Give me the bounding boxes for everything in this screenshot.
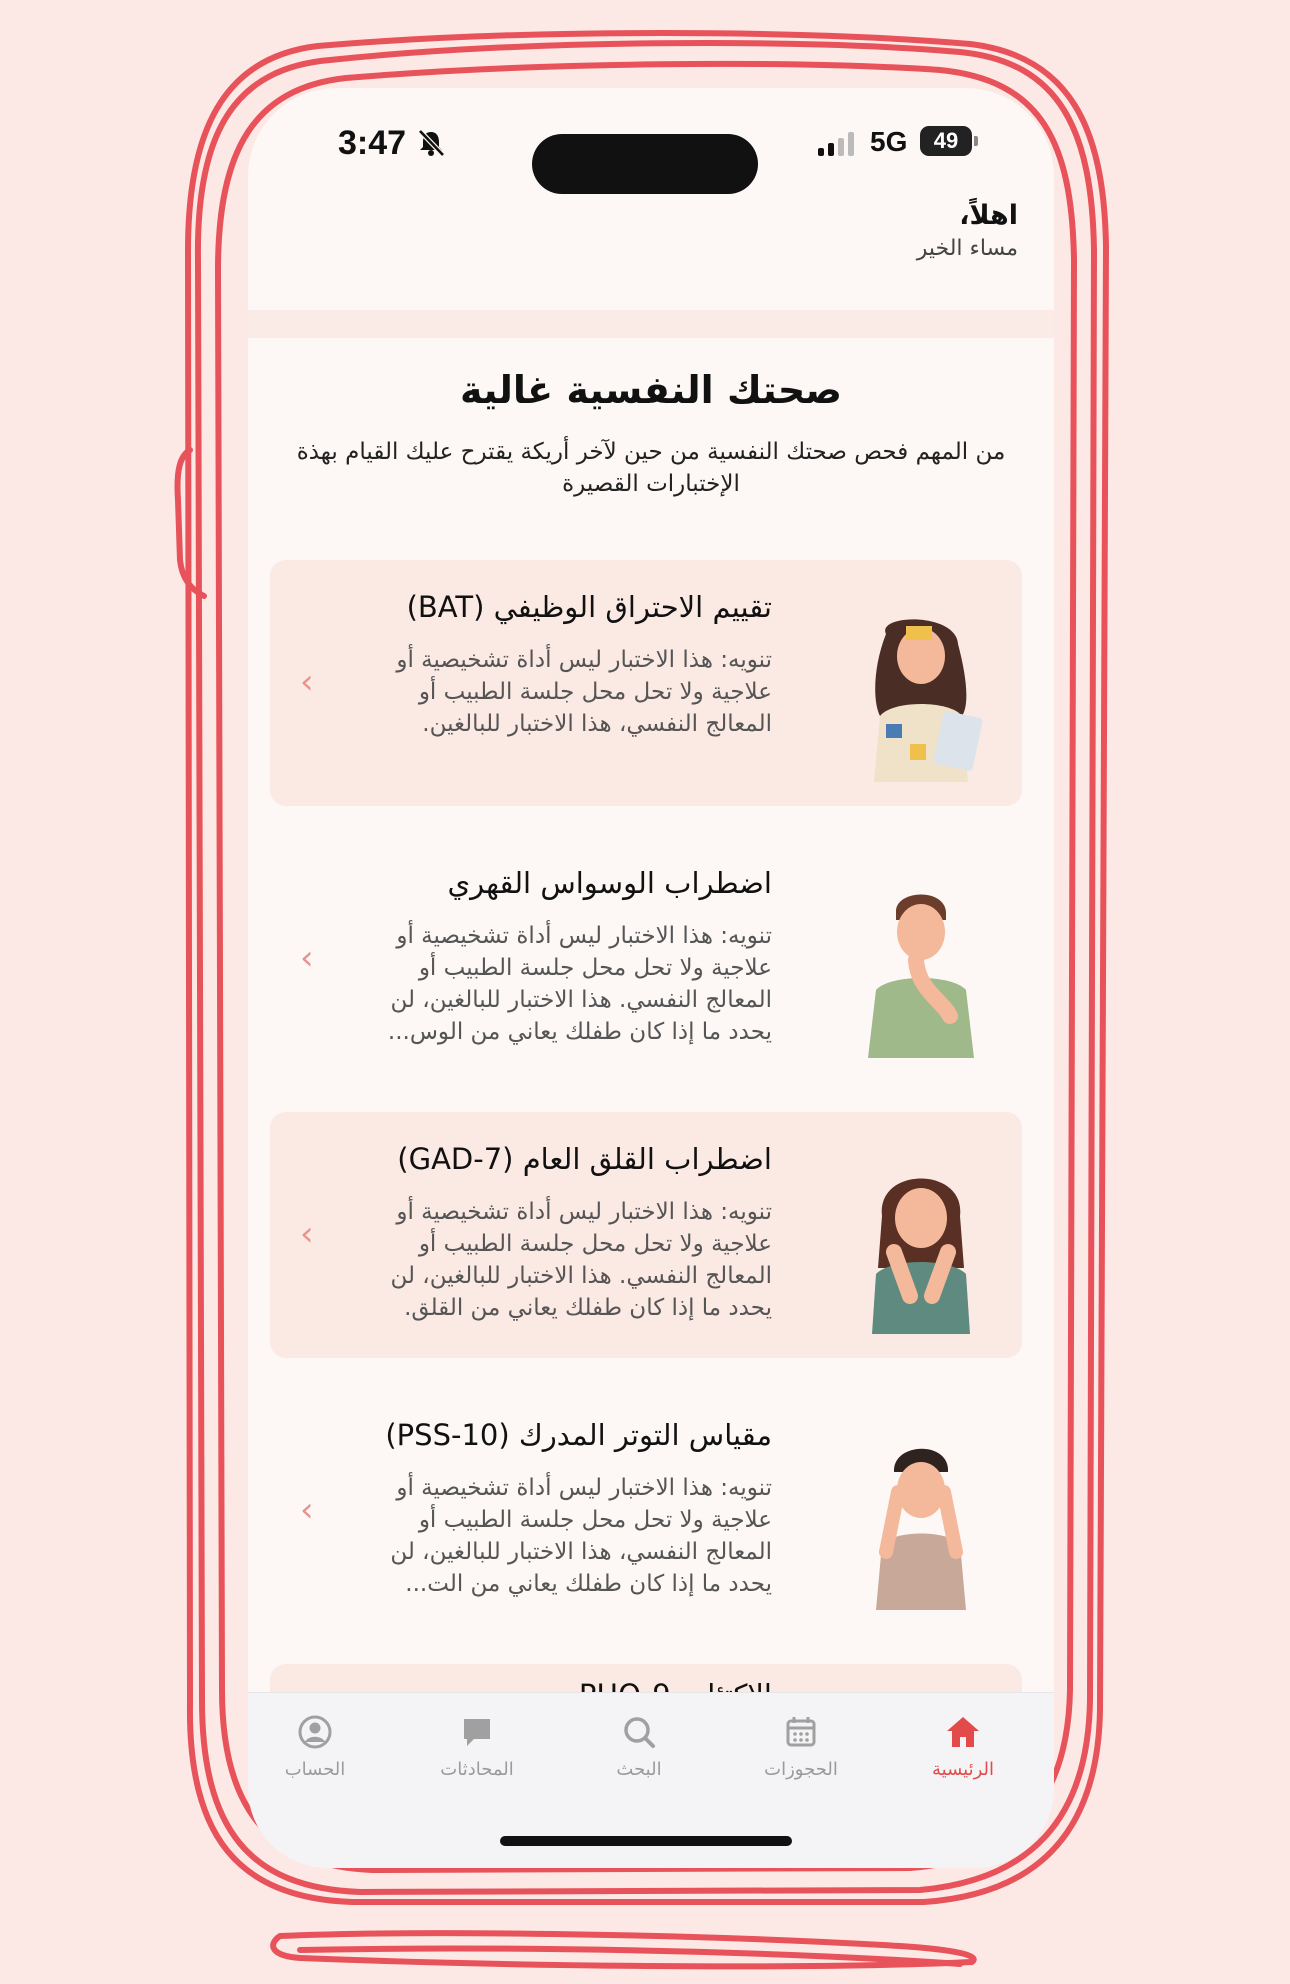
home-indicator[interactable]	[500, 1836, 792, 1846]
battery-indicator: 49	[920, 126, 972, 156]
test-card-description: تنويه: هذا الاختبار ليس أداة تشخيصية أو علاجية ولا تحل محل جلسة الطبيب أو المعالج النفسي، هذا الاختبار للبالغين.	[396, 647, 772, 737]
tab-chats[interactable]	[402, 1713, 552, 1780]
stressed-woman-illustration	[846, 604, 996, 784]
home-icon	[944, 1713, 982, 1751]
silent-bell-icon	[416, 128, 446, 158]
dynamic-island	[532, 134, 758, 194]
chevron-left-icon: ‹	[300, 938, 314, 978]
chevron-left-icon: ‹	[300, 1214, 314, 1254]
header-divider	[248, 310, 1054, 338]
test-card-burnout[interactable]	[270, 560, 1022, 806]
test-card-title: تقييم الاحتراق الوظيفي (BAT)	[406, 590, 772, 624]
test-card-title: اضطراب القلق العام (GAD-7)	[397, 1142, 772, 1176]
test-card-anxiety[interactable]	[270, 1112, 1022, 1358]
intro-body: من المهم فحص صحتك النفسية من حين لآخر أريكة يقترح عليك القيام بهذة الإختبارات القصيرة	[296, 439, 1006, 497]
account-icon	[296, 1713, 334, 1751]
stressed-man-illustration	[846, 1432, 996, 1612]
worried-woman-illustration	[846, 1156, 996, 1336]
test-card-description: تنويه: هذا الاختبار ليس أداة تشخيصية أو علاجية ولا تحل محل جلسة الطبيب أو المعالج النفسي. هذا الاختبار للبالغين، لن يحدد ما إذا كان طفلك يعاني من الوس...	[387, 923, 772, 1045]
network-type: 5G	[870, 126, 908, 157]
test-card-ocd[interactable]	[270, 836, 1022, 1082]
chat-icon	[458, 1713, 496, 1751]
signal-strength-icon	[816, 130, 856, 158]
tab-label: المحادثات	[440, 1759, 514, 1780]
tab-home[interactable]	[888, 1713, 1038, 1780]
calendar-icon	[782, 1713, 820, 1751]
phone-screen	[248, 88, 1054, 1868]
thinking-man-illustration	[846, 880, 996, 1060]
status-time: 3:47	[338, 124, 407, 162]
tab-label: البحث	[616, 1759, 662, 1780]
tab-account[interactable]	[248, 1713, 390, 1780]
status-bar	[248, 88, 1054, 198]
chevron-left-icon: ‹	[300, 1490, 314, 1530]
greeting	[917, 198, 1018, 264]
test-card-stress[interactable]	[270, 1388, 1022, 1634]
test-card-title: اضطراب الوسواس القهري	[447, 866, 772, 900]
tab-label: الحجوزات	[764, 1759, 838, 1780]
tab-label: الرئيسية	[932, 1759, 994, 1780]
intro-title: صحتك النفسية غالية	[460, 368, 842, 412]
tab-search[interactable]	[564, 1713, 714, 1780]
chevron-left-icon: ‹	[300, 662, 314, 702]
tests-list	[270, 560, 1022, 1814]
test-card-description: تنويه: هذا الاختبار ليس أداة تشخيصية أو علاجية ولا تحل محل جلسة الطبيب أو المعالج النفسي، هذا الاختبار للبالغين، لن يحدد ما إذا كان طفلك يعاني من الت...	[390, 1475, 772, 1597]
intro-section	[278, 364, 1024, 500]
tab-label: الحساب	[284, 1759, 346, 1780]
greeting-subtitle: مساء الخير	[916, 236, 1018, 261]
test-card-description: تنويه: هذا الاختبار ليس أداة تشخيصية أو علاجية ولا تحل محل جلسة الطبيب أو المعالج النفسي. هذا الاختبار للبالغين، لن يحدد ما إذا كان طفلك يعاني من القلق.	[390, 1199, 772, 1321]
test-card-title: مقياس التوتر المدرك (PSS-10)	[385, 1418, 772, 1452]
tab-bookings[interactable]	[726, 1713, 876, 1780]
bottom-tab-bar	[248, 1692, 1054, 1868]
search-icon	[620, 1713, 658, 1751]
greeting-title: اهلاً،	[959, 200, 1018, 231]
